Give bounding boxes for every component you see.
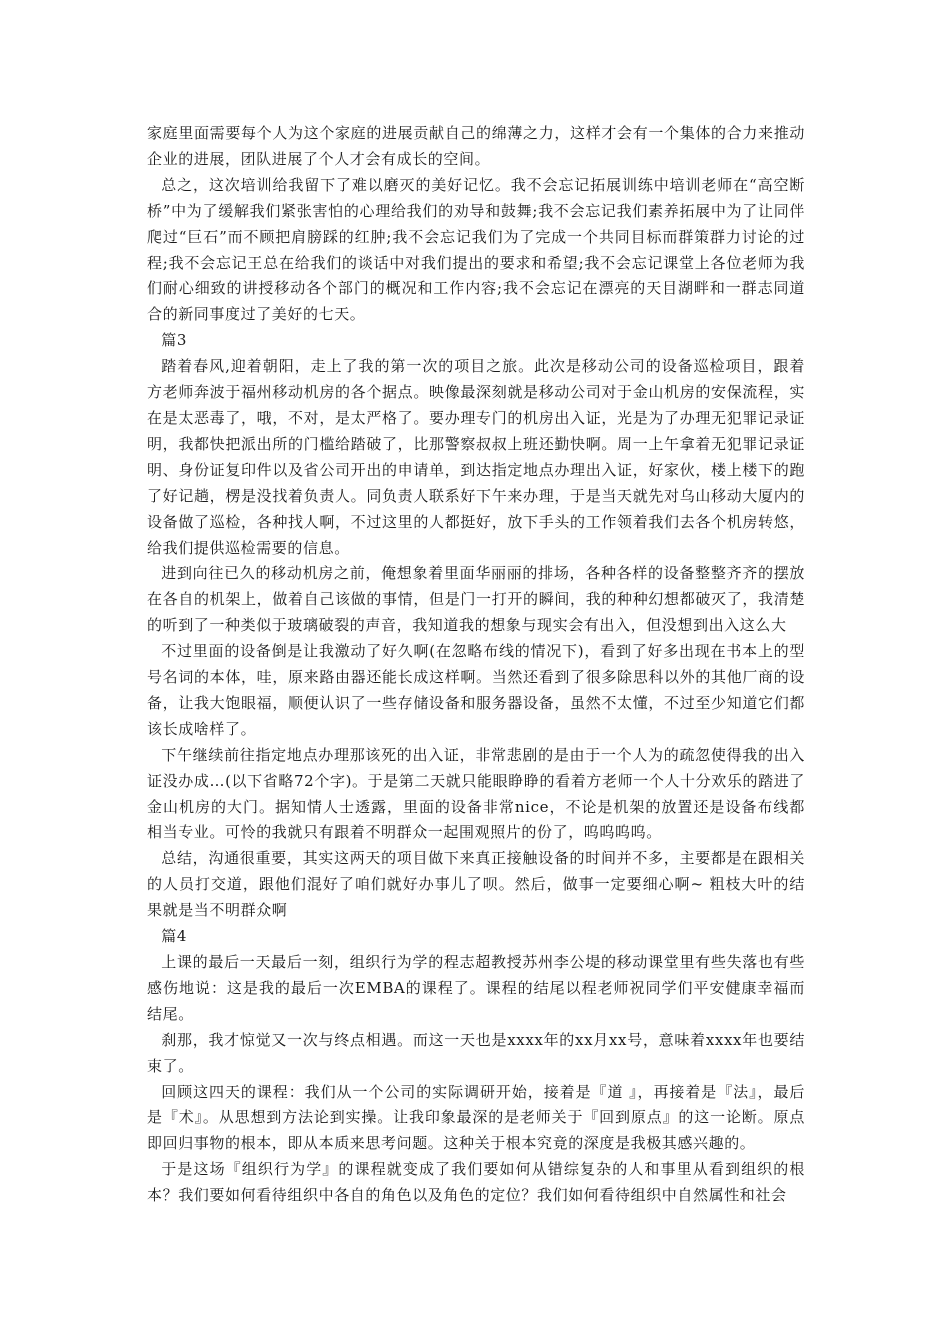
paragraph-moment: 刹那，我才惊觉又一次与终点相遇。而这一天也是xxxx年的xx月xx号，意味着xxxx年也要结束了。: [147, 1030, 805, 1075]
document-body: [147, 121, 805, 1209]
paragraph-org-behavior: 于是这场『组织行为学』的课程就变成了我们要如何从错综复杂的人和事里从看到组织的根本？我们要如何看待组织中各自的角色以及角色的定位？我们如何看待组织中自然属性和社会: [147, 1160, 805, 1205]
paragraph-machine-room-expectation: 进到向往已久的移动机房之前，俺想象着里面华丽丽的排场，各种各样的设备整整齐齐的摆放在各自的机架上，做着自己该做的事情，但是门一打开的瞬间，我的种种幻想都破灭了，我清楚的听到了一种类似于玻璃破裂的声音，我知道我的想象与现实会有出入，但没想到出入这么大: [147, 564, 805, 635]
paragraph-access-card: 下午继续前往指定地点办理那该死的出入证，非常悲剧的是由于一个人为的疏忽使得我的出入证没办成…(以下省略72个字)。于是第二天就只能眼睁睁的看着方老师一个人十分欢乐的踏进了金山机房的大门。据知情人士透露，里面的设备非常nice，不论是机架的放置还是设备布线都相当专业。可怜的我就只有跟着不明群众一起围观照片的份了，呜呜呜呜。: [147, 745, 805, 842]
paragraph-project-trip: 踏着春风,迎着朝阳，走上了我的第一次的项目之旅。此次是移动公司的设备巡检项目，跟着方老师奔波于福州移动机房的各个据点。映像最深刻就是移动公司对于金山机房的安保流程，实在是太恶毒了，哦，不对，是太严格了。要办理专门的机房出入证，光是为了办理无犯罪记录证明，我都快把派出所的门槛给踏破了，比那警察叔叔上班还勤快啊。周一上午拿着无犯罪记录证明、身份证复印件以及省公司开出的申请单，到达指定地点办理出入证，好家伙，楼上楼下的跑了好记趟，楞是没找着负责人。同负责人联系好下午来办理，于是当天就先对乌山移动大厦内的设备做了巡检，各种找人啊，不过这里的人都挺好，放下手头的工作领着我们去各个机房转悠，给我们提供巡检需要的信息。: [147, 357, 805, 557]
paragraph-last-class: 上课的最后一天最后一刻，组织行为学的程志超教授苏州李公堤的移动课堂里有些失落也有些感伤地说：这是我的最后一次EMBA的课程了。课程的结尾以程老师祝同学们平安健康幸福而结尾。: [147, 953, 805, 1023]
paragraph-family-contribution: 家庭里面需要每个人为这个家庭的进展贡献自己的绵薄之力，这样才会有一个集体的合力来推动企业的进展，团队进展了个人才会有成长的空间。: [147, 124, 805, 168]
paragraph-equipment-impression: 不过里面的设备倒是让我激动了好久啊(在忽略布线的情况下)，看到了好多出现在书本上的型号名词的本体，哇，原来路由器还能长成这样啊。当然还看到了很多除思科以外的其他厂商的设备，让我大饱眼福，顺便认识了一些存储设备和服务器设备，虽然不太懂，不过至少知道它们都该长成啥样了。: [147, 642, 805, 738]
paragraph-conclusion: 总结，沟通很重要，其实这两天的项目做下来真正接触设备的时间并不多，主要都是在跟相关的人员打交道，跟他们混好了咱们就好办事儿了呗。然后，做事一定要细心啊~ 粗枝大叶的结果就是当不明群众啊: [147, 849, 805, 920]
paragraph-course-review: 回顾这四天的课程：我们从一个公司的实际调研开始，接着是『道 』，再接着是『法』，最后是『术』。从思想到方法论到实操。让我印象最深的是老师关于『回到原点』的这一论断。原点即回归事物的根本，即从本质来思考问题。这种关于根本究竟的深度是我极其感兴趣的。: [147, 1082, 805, 1153]
paragraph-training-summary: 总之，这次培训给我留下了难以磨灭的美好记忆。我不会忘记拓展训练中培训老师在“高空断桥”中为了缓解我们紧张害怕的心理给我们的劝导和鼓舞;我不会忘记我们素养拓展中为了让同伴爬过“巨石”而不顾把肩膀踩的红肿;我不会忘记我们为了完成一个共同目标而群策群力讨论的过程;我不会忘记王总在给我们的谈话中对我们提出的要求和希望;我不会忘记课堂上各位老师为我们耐心细致的讲授移动各个部门的概况和工作内容;我不会忘记在漂亮的天目湖畔和一群志同道合的新同事度过了美好的七天。: [147, 175, 805, 324]
section-heading-part-4: 篇4: [161, 927, 187, 946]
section-heading-part-3: 篇3: [161, 331, 187, 350]
